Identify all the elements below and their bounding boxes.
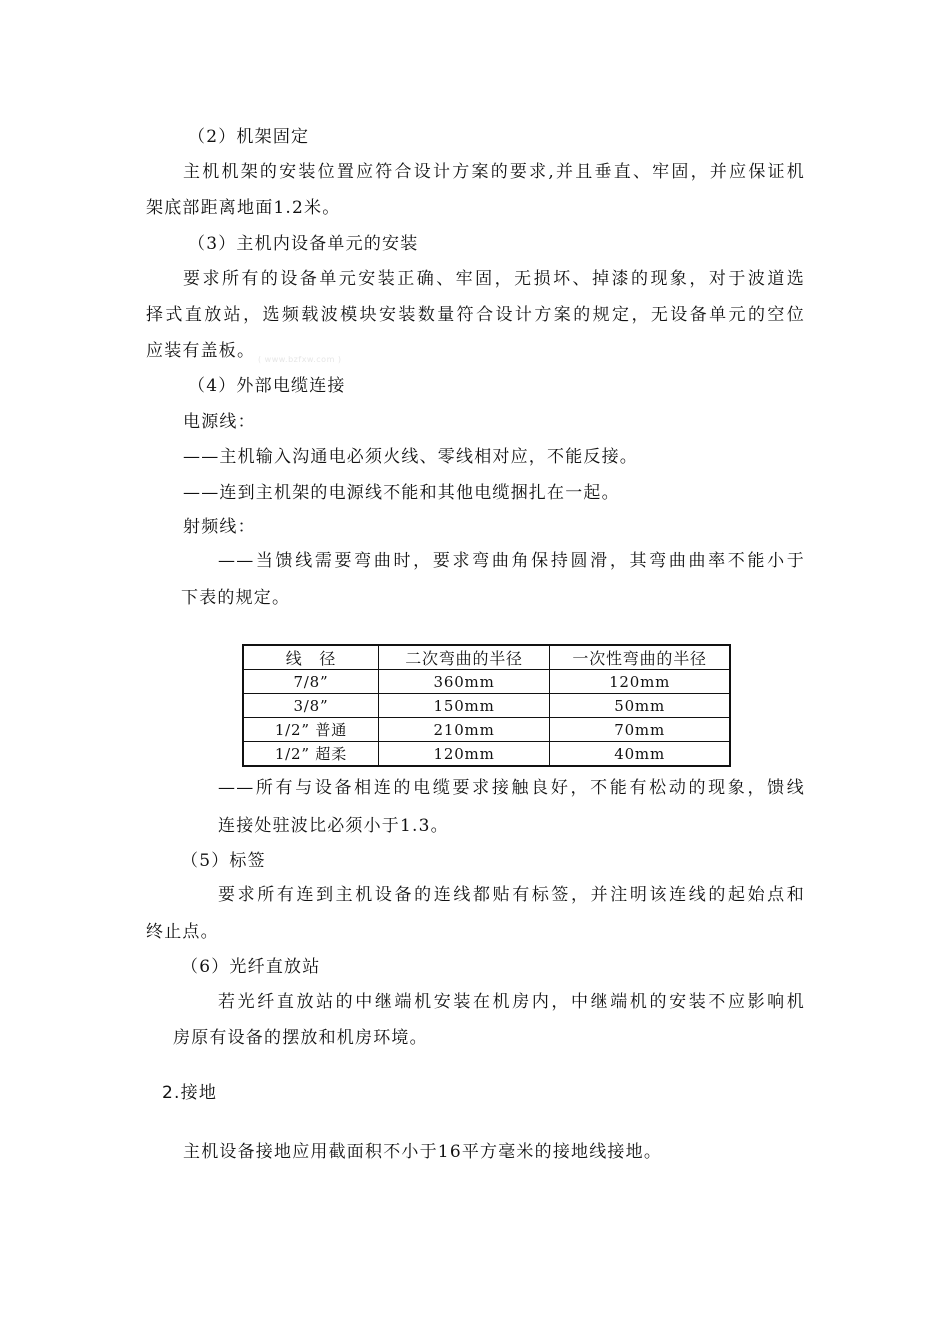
table-row [243, 718, 730, 742]
faint-watermark-text: ( www.bzfxw.com ) [258, 355, 342, 364]
table-cell: 70mm [550, 718, 730, 742]
power-cable-item-2: ——连到主机架的电源线不能和其他电缆捆扎在一起。 [183, 483, 620, 503]
table-row [243, 742, 730, 767]
table-cell: 1/2” 普通 [243, 718, 378, 742]
cable-connection-item-line-1: ——所有与设备相连的电缆要求接触良好，不能有松动的现象，馈线 [218, 778, 805, 798]
power-cable-item-1: ——主机输入沟通电必须火线、零线相对应，不能反接。 [183, 447, 638, 467]
table-header-row [243, 645, 730, 670]
label-para-line-1: 要求所有连到主机设备的连线都贴有标签，并注明该连线的起始点和 [218, 885, 805, 905]
power-cable-label: 电源线： [183, 412, 256, 432]
cable-connection-item-line-2: 连接处驻波比必须小于1.3。 [218, 816, 449, 836]
table-header-cell: 二次弯曲的半径 [378, 645, 549, 670]
heading-fiber-repeater: （6）光纤直放站 [181, 957, 321, 977]
table-cell: 210mm [378, 718, 549, 742]
table-row [243, 694, 730, 718]
fiber-para-line-2: 房原有设备的摆放和机房环境。 [173, 1028, 428, 1048]
rf-cable-item-line-2: 下表的规定。 [181, 588, 291, 608]
table-cell: 1/2” 超柔 [243, 742, 378, 767]
label-para-line-2: 终止点。 [146, 922, 219, 942]
rack-fix-para-line-2: 架底部距离地面1.2米。 [146, 198, 341, 218]
table-row [243, 670, 730, 694]
bend-radius-table [242, 644, 731, 767]
unit-install-para-line-2: 择式直放站，选频载波模块安装数量符合设计方案的规定，无设备单元的空位 [146, 305, 805, 325]
table-cell: 150mm [378, 694, 549, 718]
grounding-para: 主机设备接地应用截面积不小于16平方毫米的接地线接地。 [183, 1142, 663, 1162]
unit-install-para-line-3: 应装有盖板。 [146, 341, 256, 361]
table-header-cell: 一次性弯曲的半径 [550, 645, 730, 670]
table-cell: 7/8” [243, 670, 378, 694]
heading-grounding: 2.接地 [162, 1083, 218, 1103]
unit-install-para-line-1: 要求所有的设备单元安装正确、牢固，无损坏、掉漆的现象，对于波道选 [183, 269, 805, 289]
table-cell: 50mm [550, 694, 730, 718]
heading-label: （5）标签 [181, 851, 266, 871]
table-cell: 120mm [550, 670, 730, 694]
rf-cable-item-line-1: ——当馈线需要弯曲时，要求弯曲角保持圆滑，其弯曲曲率不能小于 [218, 551, 805, 571]
table-cell: 40mm [550, 742, 730, 767]
rf-cable-label: 射频线： [183, 517, 256, 537]
table-header-cell: 线 径 [243, 645, 378, 670]
heading-unit-install: （3）主机内设备单元的安装 [188, 234, 419, 254]
heading-cables: （4）外部电缆连接 [188, 376, 346, 396]
table-cell: 3/8” [243, 694, 378, 718]
table-cell: 120mm [378, 742, 549, 767]
heading-rack-fix: （2）机架固定 [188, 127, 310, 147]
table-cell: 360mm [378, 670, 549, 694]
fiber-para-line-1: 若光纤直放站的中继端机安装在机房内，中继端机的安装不应影响机 [218, 992, 805, 1012]
rack-fix-para-line-1: 主机机架的安装位置应符合设计方案的要求,并且垂直、牢固，并应保证机 [183, 162, 805, 182]
